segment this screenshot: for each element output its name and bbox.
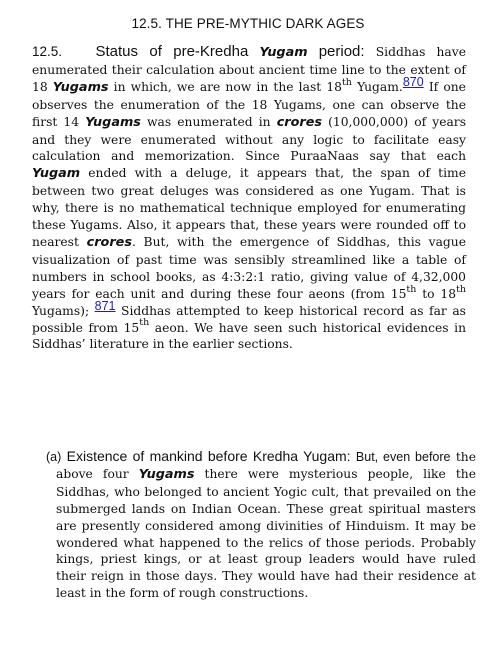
text-run: was enumerated in [147,114,271,129]
section-number: 12.5. [32,44,63,59]
emphasis-yugam: Yugam [32,166,81,182]
text-run: in which, we are now in the last 18 [113,79,342,94]
subsection-paragraph [46,448,476,602]
emphasis-crores: crores [86,234,132,250]
text-run: ended with a deluge, it appears that, the span of time between two great deluges was considered as one Yugam. That is why, there is no mathematical technique employed for enumerating these Yugams. Also, it appears that, these years were rounded off to nearest [32,166,466,249]
running-header: 12.5. THE PRE-MYTHIC DARK AGES [131,16,365,31]
text-run: Yugams); [32,303,90,318]
subsection-heading: Existence of mankind before Kredha Yugam: [66,448,351,464]
text-run: there were mysterious people, like the Siddhas, who belonged to ancient Yogic cult, that prevailed on the submerged lands on Indian Ocean. These great spiritual masters are presently considered among divinities of Hinduism. It may be wondered what happened to the relics of those periods. Probably kings, priest kings, or at least group leaders would have ruled their reign in those days. They would have had their residence at least in the form of rough constructions. [56,466,476,601]
text-run: Siddhas attempted to keep historical record as far as possible from 15 [32,303,466,335]
emphasis-yugams: Yugams [85,114,141,130]
superscript: th [341,76,352,88]
text-run: Siddhas have enumerated their calculation about ancient time line to the extent of 18 [32,45,466,94]
superscript: th [456,283,466,295]
text-run: (10,000,000) of years and they were enumerated without any logic to facilitate easy calculation and memorization. Since PuraaNaas say that each [32,114,466,164]
superscript: th [139,317,150,329]
emphasis-crores: crores [276,114,322,130]
section-heading-tail: period: [318,43,365,60]
footnote-link-871[interactable]: 871 [94,298,116,313]
text-run: If one observes the enumeration of the 18 Yugams, one can observe the first 14 [32,79,466,129]
superscript: th [406,283,417,295]
list-marker: (a) [46,450,62,464]
emphasis-yugams: Yugams [52,79,109,95]
subsection-lead: But, even before [355,450,451,464]
text-run: Yugam. [357,79,403,94]
footnote-link-870[interactable]: 870 [402,74,424,89]
text-run: aeon. We have seen such historical evidences in Siddhas’ literature in the earlier sections. [32,320,466,352]
text-run: the above four [56,450,476,481]
heading-yugam: Yugam [259,45,308,60]
section-paragraph [32,44,466,353]
emphasis-yugams: Yugams [138,466,195,482]
text-run: to 18 [422,286,457,301]
section-heading: Status of pre-Kredha [95,43,249,60]
text-run: . But, with the emergence of Siddhas, this vague visualization of past time was sensibly streamlined like a table of numbers in school books, as 4:3:2:1 ratio, giving value of 4,32,000 years for each unit and during these four aeons (from 15 [32,234,466,301]
